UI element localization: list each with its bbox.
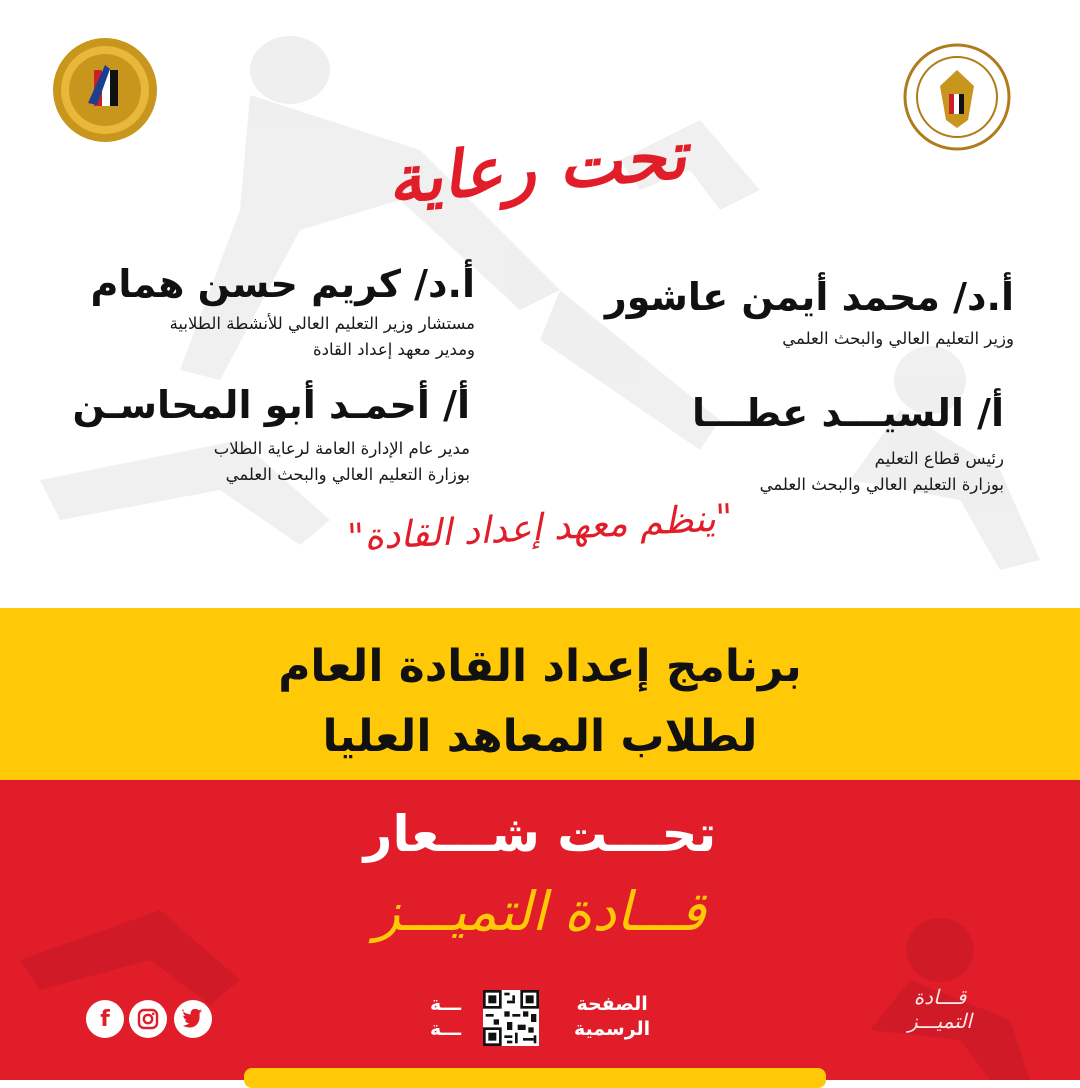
patron-name: أ/ أحمـد أبو المحاسـن [72, 383, 470, 427]
twitter-icon[interactable] [174, 1000, 212, 1038]
institute-logo [50, 35, 160, 145]
patron-role-line: رئيس قطاع التعليم [874, 448, 1004, 468]
official-page-label-line: ـــة [430, 993, 462, 1015]
official-page-label-line: ـــة [430, 1018, 462, 1040]
qr-code[interactable] [483, 990, 539, 1046]
official-page-label [574, 992, 650, 1042]
patron-role-line: مستشار وزير التعليم العالي للأنشطة الطلابية [169, 313, 475, 333]
patron-name: أ.د/ محمد أيمن عاشور [604, 275, 1014, 319]
slogan-name: قـــادة التميـــز [374, 880, 706, 943]
slogan-intro: تحـــت شـــعار [363, 805, 717, 863]
ministry-logo [902, 42, 1012, 152]
patron-role-line: ومدير معهد إعداد القادة [313, 340, 475, 360]
facebook-icon[interactable]: f [86, 1000, 124, 1038]
instagram-icon[interactable] [129, 1000, 167, 1038]
bottom-accent-bar [244, 1068, 826, 1088]
mini-logo-line: التميـــز [908, 1009, 972, 1033]
organizer-text: "ينظم معهد إعداد القادة" [346, 495, 734, 560]
patron-role-line: وزير التعليم العالي والبحث العلمي [782, 328, 1014, 348]
patron-name: أ/ السيـــد عطـــا [692, 391, 1004, 435]
patron-name: أ.د/ كريم حسن همام [90, 262, 475, 306]
patron-role-line: بوزارة التعليم العالي والبحث العلمي [759, 475, 1004, 495]
program-title [0, 638, 1080, 766]
official-page-label-line: الرسمية [574, 1018, 651, 1040]
patron-minister [605, 276, 1014, 352]
patron-advisor [90, 263, 475, 363]
page-title: تحت رعاية [388, 115, 696, 219]
patron-role-line: مدير عام الإدارة العامة لرعاية الطلاب [213, 438, 470, 458]
patron-role-line: بوزارة التعليم العالي والبحث العلمي [225, 465, 470, 485]
slogan-mini-logo [890, 985, 990, 1033]
patron-sector-head [692, 392, 1004, 498]
patron-director [72, 384, 470, 488]
twitter-glyph [182, 1009, 204, 1029]
program-title-line: برنامج إعداد القادة العام [278, 641, 802, 692]
official-page-label-tail [430, 992, 461, 1042]
program-title-line: لطلاب المعاهد العليا [322, 711, 758, 762]
mini-logo-line: قـــادة [913, 985, 967, 1009]
instagram-glyph [137, 1008, 159, 1030]
official-page-label-line: الصفحة [576, 993, 648, 1015]
